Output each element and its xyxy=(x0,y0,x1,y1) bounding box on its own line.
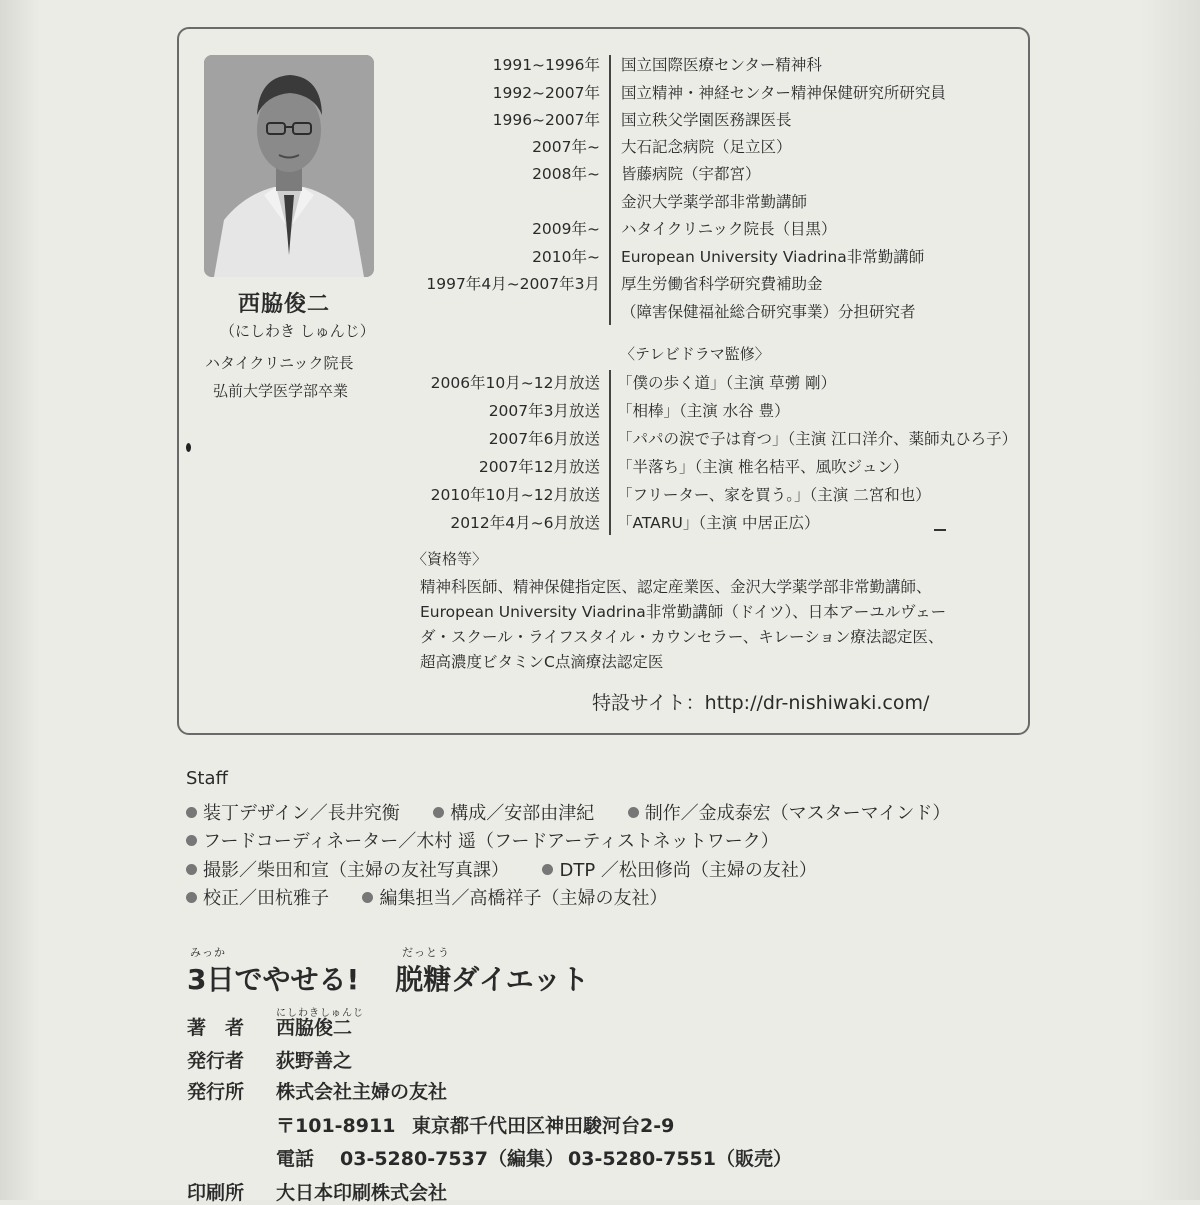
career-text: 国立秩父学園医務課医長 xyxy=(621,111,792,129)
printer-value: 大日本印刷株式会社 xyxy=(276,1182,448,1204)
career-date: 2007年~ xyxy=(532,138,600,156)
tick-mark xyxy=(934,529,946,531)
staff-credit: 編集担当／高橋祥子（主婦の友社） xyxy=(379,888,668,909)
bullet-icon xyxy=(362,892,373,903)
book-title-part: 脱糖ダイエット xyxy=(395,963,590,996)
bullet-icon xyxy=(186,835,197,846)
qualifications-heading: 〈資格等〉 xyxy=(412,550,488,568)
drama-title: 「パパの涙で子は育つ」（主演 江口洋介、薬師丸ひろ子） xyxy=(617,430,1018,448)
drama-date: 2012年4月~6月放送 xyxy=(450,514,600,532)
career-date: 1997年4月~2007年3月 xyxy=(426,275,600,293)
career-text: 国立精神・神経センター精神保健研究所研究員 xyxy=(621,84,946,102)
bullet-icon xyxy=(186,864,197,875)
staff-credit: 構成／安部由津紀 xyxy=(450,803,595,824)
drama-date: 2007年12月放送 xyxy=(478,458,600,476)
qualifications-line: ダ・スクール・ライフスタイル・カウンセラー、キレーション療法認定医、 xyxy=(420,628,944,646)
publisher-value: 荻野善之 xyxy=(276,1050,353,1072)
staff-credit: 撮影／柴田和宣（主婦の友社写真課） xyxy=(203,860,509,881)
book-title-part: 3日でやせる! xyxy=(187,963,360,996)
phone-label: 電話 xyxy=(276,1148,315,1170)
drama-title: 「フリーター、家を買う。」（主演 二宮和也） xyxy=(617,486,931,504)
career-date: 2009年~ xyxy=(532,220,600,238)
career-text: 厚生労働省科学研究費補助金 xyxy=(621,275,823,293)
drama-title: 「ATARU」（主演 中居正広） xyxy=(617,514,820,532)
bullet-icon xyxy=(433,807,444,818)
career-text: European University Viadrina非常勤講師 xyxy=(621,248,925,266)
career-text: ハタイクリニック院長（目黒） xyxy=(621,220,837,238)
staff-credit: 校正／田杭雅子 xyxy=(203,888,329,909)
ink-mark xyxy=(186,443,191,452)
book-title xyxy=(187,958,589,998)
bullet-icon xyxy=(186,807,197,818)
house-label: 発行所 xyxy=(187,1081,245,1103)
drama-date: 2010年10月~12月放送 xyxy=(430,486,600,504)
postal-code: 〒101-8911 xyxy=(276,1115,396,1137)
bullet-icon xyxy=(186,892,197,903)
publisher-label: 発行者 xyxy=(187,1050,245,1072)
author-label: 著 者 xyxy=(187,1017,245,1039)
career-date: 1992~2007年 xyxy=(492,84,600,102)
qualifications-line: 超高濃度ビタミンC点滴療法認定医 xyxy=(420,653,664,671)
qualifications-line: 精神科医師、精神保健指定医、認定産業医、金沢大学薬学部非常勤講師、 xyxy=(420,578,932,596)
staff-line xyxy=(186,827,779,853)
career-divider xyxy=(609,55,611,325)
title-ruby: だっとう xyxy=(402,946,450,959)
staff-line xyxy=(186,884,667,910)
career-text: 大石記念病院（足立区） xyxy=(621,138,792,156)
drama-heading: 〈テレビドラマ監修〉 xyxy=(620,345,770,363)
author-photo xyxy=(204,55,374,277)
qualifications-line: European University Viadrina非常勤講師（ドイツ）、日本アーユルヴェー xyxy=(420,603,947,621)
career-text: 皆藤病院（宇都宮） xyxy=(621,165,761,183)
career-text: 国立国際医療センター精神科 xyxy=(621,56,822,74)
bullet-icon xyxy=(628,807,639,818)
author-name: 西脇俊二 xyxy=(238,292,331,317)
drama-title: 「半落ち」（主演 椎名桔平、風吹ジュン） xyxy=(617,458,909,476)
author-ruby: にしわきしゅんじ xyxy=(276,1008,364,1019)
author-value: 西脇俊二 xyxy=(276,1017,353,1039)
staff-credit: 装丁デザイン／長井究衡 xyxy=(203,803,400,824)
phone-editorial: 03-5280-7537（編集） xyxy=(340,1148,564,1170)
author-name-reading: （にしわき しゅんじ） xyxy=(220,322,375,340)
career-date: 2010年~ xyxy=(532,248,600,266)
phone-sales: 03-5280-7551（販売） xyxy=(568,1148,792,1170)
drama-title: 「相棒」（主演 水谷 豊） xyxy=(617,402,790,420)
drama-date: 2007年3月放送 xyxy=(488,402,600,420)
drama-date: 2007年6月放送 xyxy=(488,430,600,448)
drama-date: 2006年10月~12月放送 xyxy=(430,374,600,392)
house-value: 株式会社主婦の友社 xyxy=(276,1081,448,1103)
career-date: 1991~1996年 xyxy=(492,56,600,74)
staff-line xyxy=(186,799,950,825)
author-title: ハタイクリニック院長 xyxy=(205,354,354,372)
printer-label: 印刷所 xyxy=(187,1182,245,1204)
special-site-url: 特設サイト：http://dr-nishiwaki.com/ xyxy=(592,692,930,714)
staff-credit: フードコーディネーター／木村 遥（フードアーティストネットワーク） xyxy=(203,831,779,852)
author-education: 弘前大学医学部卒業 xyxy=(213,382,349,400)
career-text: 金沢大学薬学部非常勤講師 xyxy=(621,193,808,211)
address: 東京都千代田区神田駿河台2-9 xyxy=(412,1115,675,1137)
drama-divider xyxy=(609,370,611,535)
staff-heading: Staff xyxy=(186,768,228,789)
career-date: 1996~2007年 xyxy=(492,111,600,129)
career-date: 2008年~ xyxy=(532,165,600,183)
title-ruby: みっか xyxy=(190,946,226,959)
career-text: （障害保健福祉総合研究事業）分担研究者 xyxy=(621,303,916,321)
drama-title: 「僕の歩く道」（主演 草彅 剛） xyxy=(617,374,837,392)
staff-credit: 制作／金成泰宏（マスターマインド） xyxy=(644,803,951,824)
bullet-icon xyxy=(542,864,553,875)
staff-line xyxy=(186,856,817,882)
staff-credit: DTP ／松田修尚（主婦の友社） xyxy=(559,860,817,881)
